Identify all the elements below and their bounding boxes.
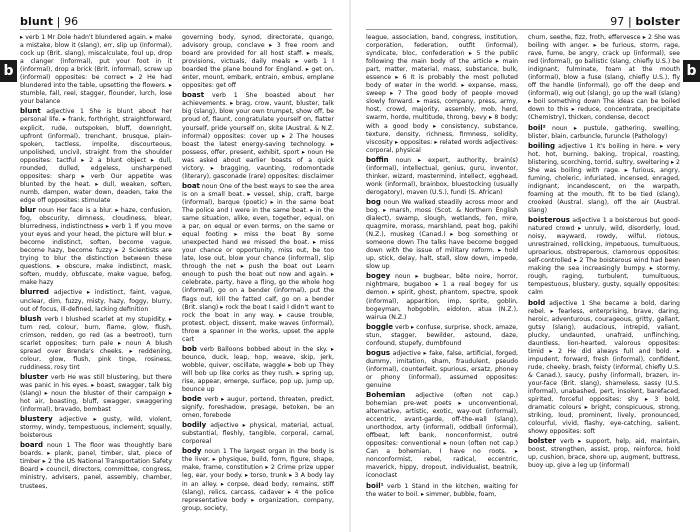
dictionary-entry (182, 34, 334, 90)
dictionary-entry (528, 216, 680, 297)
entry-text: league, association, band, congress, institution, corporation, federation, outfit (informal), syndicate, bloc, confederation ▸ 5 the public following the main body of the article ▸ main part, matter, material, mass, substance, bulk, essence ▸ 6 It is probably the most polluted body of water in the world. ▸ expanse, mass, sweep ▸ 7 The good body of people moved slowly forward. ▸ mass, company, press, army, host, crowd, majority, assembly, mob, herd, swarm, horde, multitude, throng, bevy ▸ 8 body; with a good body ▸ consistency, substance, texture, density, richness, firmness, solidity, viscosity ▸ opposites: ▸ related words adjectives: corporal, physical (366, 34, 518, 154)
dictionary-entry (20, 441, 172, 490)
entry-headword: bog (366, 197, 381, 206)
entry-text: adjective 1 it's boiling in here. ▸ very hot, hot, burning, baking, tropical, roasting, blistering, scorching, torrid, sultry, sweltering ▸ 2 She was boiling with rage. ▸ furious, angry, fuming, choleric, infuriated, incensed, enraged, indignant, incandescent, on the warpath, foaming at the mouth, fit to be tied (slang), crooked (Austral. slang), off the air (Austral. slang) (528, 142, 680, 214)
dictionary-entry (366, 272, 518, 321)
entry-headword: bogus (366, 348, 390, 357)
entry-headword: bodily (182, 421, 207, 430)
entry-headword: blustery (20, 415, 53, 424)
entry-text: verb ▸ augur, portend, threaten, predict, signify, foreshadow, presage, betoken, be an omen, forebode (182, 396, 334, 420)
running-header-left (20, 15, 78, 28)
dictionary-entry (528, 34, 680, 123)
entry-headword: boffin (366, 155, 389, 164)
thumb-index-tab-left (0, 60, 17, 82)
entry-headword: boggle (366, 322, 393, 331)
entry-headword: Bohemian (366, 391, 406, 400)
header-rule-left (20, 29, 332, 30)
dictionary-entry (182, 345, 334, 394)
entry-text: verb 1 She boasted about her achievements. ▸ brag, crow, vaunt, bluster, talk big (slang), blow your own trumpet, show off, be proud of, flaunt, congratulate yourself on, flatter yourself, pride yourself on, skite (Austral. & N.Z. informal) opposites: cover up ▸ 2 The houses boast the latest energy-saving technology. ▸ possess, offer, present, exhibit, sport ▸ noun He was asked about earlier boasts of a quick victory. ▸ bragging, vaunting, rodomontade (literary), gasconade (rare) opposites: disclaimer (182, 92, 334, 180)
entry-headword: bluster (20, 372, 49, 381)
entry-text: verb Balloons bobbed about in the sky. ▸ bounce, duck, leap, hop, weave, skip, jerk, wobble, quiver, oscillate, waggle ▸ bob up They will bob up like corks as they rush. ▸ spring up, rise, appear, emerge, surface, pop up, jump up, bounce up (182, 345, 334, 394)
dictionary-entry (20, 373, 172, 414)
thumb-index-letter-right: b (686, 63, 697, 79)
entry-headword: boil² (528, 123, 546, 132)
text-column-3 (366, 34, 518, 528)
header-page-number-left: 96 (64, 15, 79, 28)
entry-text: verb 1 Stand in the kitchen, waiting for the water to boil. ▸ simmer, bubble, foam, (366, 482, 518, 498)
entry-text: verb He was still blustering, but there was panic in his eyes. ▸ boast, swagger, talk big (slang) ▸ noun the bluster of their campaign ▸ hot air, boasting, bluff, swagger, swaggering (informal), bravado, bombast (20, 373, 172, 414)
entry-headword: boiling (528, 141, 556, 150)
entry-text: adjective (often not cap.) bohemian pre-wet poets ▸ unconventional, alternative, artistic, exotic, way-out (informal), eccentric, avant-garde, off-the-wall (slang), unorthodox, arty (informal), oddball (informal), offbeat, left bank, nonconformist, outré opposites: conventional ▸ noun (often not cap.) Can a bohemian, I have no roots. ▸ nonconformist, rebel, radical, eccentric, maverick, hippy, dropout, individualist, beatnik, iconoclast (366, 392, 518, 480)
dictionary-entry (20, 206, 172, 287)
entry-text: adjective ▸ physical, material, actual, substantial, fleshly, tangible, corporal, carnal, corporeal (182, 422, 334, 446)
dictionary-entry (528, 124, 680, 141)
entry-text: noun ▸ pustule, gathering, swelling, blister, blain, carbuncle, furuncle (Pathology) (528, 124, 680, 140)
entry-text: adjective ▸ fake, false, artificial, forged, dummy, imitation, sham, fraudulent, pseudo (informal), counterfeit, spurious, ersatz, phoney or phony (informal), assumed opposites: genuine (366, 349, 518, 389)
dictionary-entry (366, 323, 518, 348)
entry-text: noun 1 The largest organ in the body is the liver. ▸ physique, build, form, figure, shape, make, frame, constitution ▸ 2 Crime prize upper leg, ear, your body. ▸ torso, trunk ▸ 3 A body lay in an alley. ▸ corpse, dead body, remains, stiff (slang), relics, carcass, cadaver ▸ 4 the police representative body ▸ organization, company, group, society, (182, 448, 334, 512)
entry-text: adjective 1 She became a bold, daring rebel. ▸ fearless, enterprising, brave, daring, heroic, adventurous, courageous, gritty, gallant, gutsy (slang), audacious, intrepid, valiant, plucky, undaunted, unafraid, unflinching, dauntless, lion-hearted, valorous opposites: timid ▸ 2 He did always full and bold. ▸ impudent, forward, fresh (informal), confident, rude, cheeky, brash, feisty (informal, chiefly U.S. & Canad.), saucy, pushy (informal), brazen, in-your-face (Brit. slang), shameless, sassy (U.S. informal), unabashed, pert, insolent, barefaced, spirited, forceful opposites: shy ▸ 3 bold, dramatic colours ▸ bright, conspicuous, strong, striking, loud, prominent, lively, pronounced, colourful, vivid, flashy, eye-catching, salient, showy opposites: soft (528, 299, 680, 436)
dictionary-entry (366, 198, 518, 271)
dictionary-entry (20, 34, 172, 106)
entry-text: adjective 1 a boisterous but good-natured crowd ▸ unruly, wild, disorderly, loud, noisy, wayward, rowdy, wilful, riotous, unrestrained, rollicking, impetuous, tumultuous, uproarious, obstreperous, clamorous opposites: self-controlled ▸ 2 The boisterous wind had been making the sea increasingly bumpy. ▸ stormy, rough, raging, turbulent, tumultuous, tempestuous, blustery, gusty, squally opposites: calm (528, 217, 680, 297)
entry-text: noun ▸ expert, authority, brain(s) (informal), intellectual, genius, guru, inventor, thinker, wizard, mastermind, intellect, egghead, wonk (informal), brainbox, bluestocking (usually derogatory), maven (U.S.), fundi (S. African) (366, 156, 518, 196)
page-gutter (349, 0, 351, 532)
entry-text: noun We walked steadily across moor and bog. ▸ marsh, moss (Scot. & Northern English dialect), swamp, slough, wetlands, fen, mire, quagmire, morass, marshland, peat bog, pakihi (N.Z.), muskeg (Canad.) ▸ bog something or someone down The talks have become bogged down with the issue of military reform. ▸ hold up, stick, delay, halt, stall, slow down, impede, slow up (366, 198, 518, 271)
dictionary-entry (366, 156, 518, 197)
entry-headword: bogey (366, 272, 391, 281)
text-column-1 (20, 34, 172, 528)
entry-text: governing body, synod, directorate, quango, advisory group, conclave ▸ 3 free room and board are provided for all host staff. ▸ meals, provisions, victuals, daily meals ▸ verb 1 I boarded the plane bound for England. ▸ get on, enter, mount, embark, entrain, embus, emplane opposites: get off (182, 34, 334, 90)
header-guide-word-right: bolster (635, 15, 680, 28)
header-separator-left: | (53, 15, 65, 28)
entry-headword: board (20, 441, 44, 450)
header-separator-right: | (624, 15, 636, 28)
entry-headword: blunt (20, 107, 41, 116)
text-column-2 (182, 34, 334, 528)
dictionary-entry (20, 315, 172, 372)
dictionary-entry (20, 288, 172, 313)
dictionary-entry (528, 299, 680, 437)
header-page-number-right: 97 (610, 15, 625, 28)
entry-headword: boisterous (528, 216, 570, 225)
dictionary-entry (20, 107, 172, 205)
entry-headword: boast (182, 91, 205, 100)
entry-text: ▸ verb 1 Mr Dole hadn't blundered again. ▸ make a mistake, blow it (slang), err, slip up (informal), cock up (Brit. slang), miscalculate, foul up, drop a clanger (informal), put your foot in it (informal), drop a brick (Brit. informal), screw up (informal) opposites: be correct ▸ 2 He had blundered into the table, upsetting the flowers. ▸ stumble, fall, reel, stagger, flounder, lurch, lose your balance (20, 34, 172, 106)
entry-text: adjective ▸ gusty, wild, violent, stormy, windy, tempestuous, inclement, squally, boisterous (20, 416, 172, 440)
dictionary-entry (366, 482, 518, 499)
thumb-index-tab-right (683, 60, 700, 82)
dictionary-entry (20, 415, 172, 440)
header-rule-right (366, 29, 680, 30)
entry-headword: bode (182, 395, 202, 404)
entry-headword: body (182, 447, 202, 456)
entry-headword: bold (528, 298, 546, 307)
entry-headword: bolster (528, 437, 556, 446)
entry-headword: bob (182, 344, 197, 353)
entry-text: noun One of the best ways to see the area is on a small boat. ▸ vessel, ship, craft, barge (informal), barque (poetic) ▸ in the same boat The police and I were in the same boat. ▸ in the same situation, alike, even, together, equal, on a par, on equal or even terms, on the same or equal footing ▸ miss the boat By some unexpected hand we missed the boat. ▸ miss your chance or opportunity, miss out, be too late, lose out, blow your chance (informal), slip through the net ▸ push the boat out Learn enough to push the boat out now and again. ▸ celebrate, party, have a fling, go the whole hog (informal), go on a bender (informal), put the flags out, kill the fatted calf, go on a bender (Brit. slang) ▸ rock the boat I said I didn't want to rock the boat in any way. ▸ cause trouble, protest, object, dissent, make waves (informal), throw a spanner in the works, upset the apple cart (182, 182, 334, 343)
dictionary-entry (182, 91, 334, 181)
dictionary-entry (528, 437, 680, 470)
dictionary-entry (528, 142, 680, 215)
entry-headword: blurred (20, 288, 50, 297)
dictionary-entry (366, 34, 518, 155)
header-guide-word-left: blunt (20, 15, 54, 28)
thumb-index-letter-left: b (3, 63, 14, 79)
dictionary-entry (182, 395, 334, 420)
entry-headword: blush (20, 314, 42, 323)
text-column-4 (528, 34, 680, 528)
entry-text: verb ▸ support, help, aid, maintain, boost, strengthen, assist, prop, reinforce, hold up, cushion, brace, shore up, augment, buttress, buoy up, give a leg up (informal) (528, 438, 680, 470)
dictionary-entry (182, 421, 334, 446)
entry-text: noun 1 The floor was thoughtly bare boards. ▸ plank, panel, timber, slat, piece of timber ▸ 2 the US National Transportation Safety Board ▸ council, directors, committee, congress, ministry, advisers, panel, assembly, chamber, trustees, (20, 442, 172, 490)
entry-text: noun ▸ bugbear, bête noire, horror, nightmare, bugaboo ▸ 1 a real bogey for us demon. ▸ spirit, ghost, phantom, spectre, spook (informal), apparition, imp, sprite, goblin, bogeyman, hobgoblin, eidolon, atua (N.Z.), wairua (N.Z.) (366, 273, 518, 321)
entry-headword: blur (20, 205, 36, 214)
dictionary-entry (366, 391, 518, 481)
entry-text: verb ▸ confuse, surprise, shock, amaze, stun, stagger, bewilder, astound, daze, confound, stupefy, dumbfound (366, 323, 518, 347)
entry-text: verb I blushed scarlet at my stupidity. ▸ turn red, colour, burn, flame, glow, flush, crimson, redden, go red (as a beetroot), turn scarlet opposites: turn pale ▸ noun A blush spread over Brenda's cheeks. ▸ reddening, colour, glow, flush, pink tinge, rosiness, ruddiness, rosy tint (20, 315, 172, 371)
entry-text: adjective ▸ indistinct, faint, vague, unclear, dim, fuzzy, misty, hazy, foggy, blurry, out of focus, ill-defined, lacking definition (20, 289, 172, 313)
entry-text: churn, seethe, fizz, froth, effervesce ▸ 2 She was boiling with anger. ▸ be furious, storm, rage, rave, fume, be angry, crack up (informal), see red (informal), go ballistic (slang, chiefly U.S.) be indignant, fulminate, foam at the mouth (informal), blow a fuse (slang, chiefly U.S.), fly off the handle (informal), go off the deep end (informal), wig out (slang), go up the wall (slang) ▸ boil something down The ideas can be boiled down to this ▸ reduce, concentrate, precipitate (Chemistry), thicken, condense, decoct (528, 34, 680, 122)
entry-headword: boil¹ (366, 481, 384, 490)
entry-text: adjective 1 She is blunt about her personal life. ▸ frank, forthright, straightforward, explicit, rude, outspoken, bluff, downright, upfront (informal), trenchant, brusque, plain-spoken, tactless, impolite, discourteous, unpolished, uncivil, straight from the shoulder opposites: tactful ▸ 2 a blunt object ▸ dull, rounded, dulled, edgeless, unsharpened opposites: sharp ▸ verb Our appetite was blunted by the heat. ▸ dull, weaken, soften, numb, dampen, water down, deaden, take the edge off opposites: stimulate (20, 108, 172, 204)
dictionary-entry (182, 447, 334, 512)
entry-text: noun Her face is a blur. ▸ haze, confusion, fog, obscurity, dimness, cloudiness, blear, blurredness, indistinctness ▸ verb 1 If you move your eyes and your head, the picture will blur. ▸ become indistinct, soften, become vague, become hazy, become fuzzy ▸ 2 Scientists are trying to blur the distinction between these questions. ▸ obscure, make indistinct, mask, soften, muddy, obfuscate, make vague, befog, make hazy (20, 206, 172, 287)
entry-headword: boat (182, 181, 200, 190)
dictionary-entry (366, 349, 518, 390)
running-header-right (610, 15, 680, 28)
dictionary-entry (182, 182, 334, 344)
